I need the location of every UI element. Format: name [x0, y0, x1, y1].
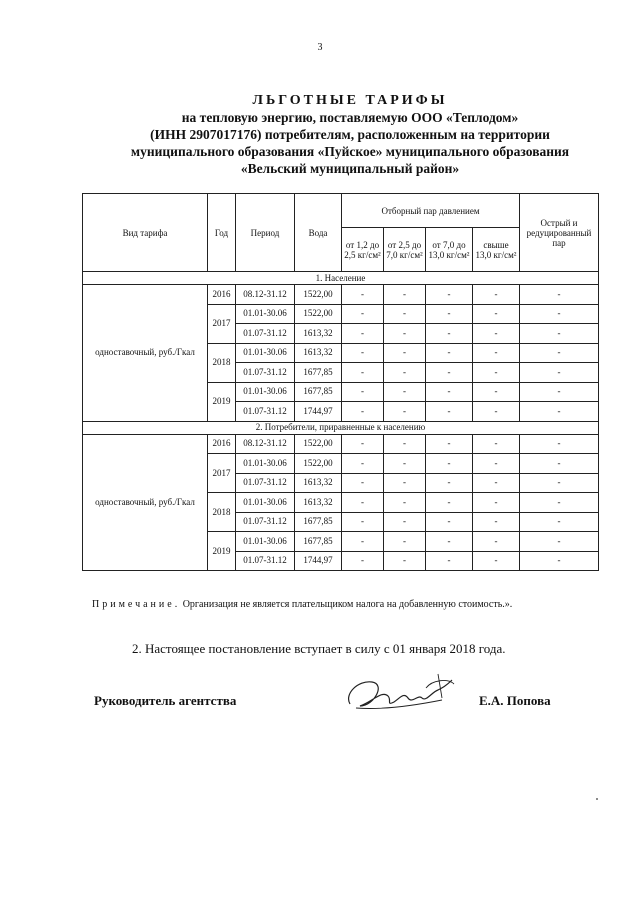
title-line-4: муниципального образования «Пуйское» муниципального образования: [130, 144, 570, 159]
steam-2-cell: -: [384, 493, 426, 513]
period-cell: 01.01-30.06: [236, 532, 295, 552]
reduced-steam-cell: -: [520, 285, 599, 305]
reduced-steam-cell: -: [520, 493, 599, 513]
steam-4-cell: -: [473, 363, 520, 383]
steam-1-cell: -: [342, 324, 384, 344]
steam-1-cell: -: [342, 493, 384, 513]
steam-4-cell: -: [473, 473, 520, 493]
reduced-steam-cell: -: [520, 402, 599, 422]
header-steam-1: от 1,2 до 2,5 кг/см²: [342, 228, 384, 272]
reduced-steam-cell: -: [520, 512, 599, 532]
steam-3-cell: -: [426, 402, 473, 422]
steam-2-cell: -: [384, 285, 426, 305]
steam-3-cell: -: [426, 343, 473, 363]
reduced-steam-cell: -: [520, 473, 599, 493]
reduced-steam-cell: -: [520, 454, 599, 474]
water-cell: 1522,00: [295, 434, 342, 454]
steam-3-cell: -: [426, 382, 473, 402]
steam-4-cell: -: [473, 493, 520, 513]
reduced-steam-cell: -: [520, 551, 599, 571]
period-cell: 01.07-31.12: [236, 324, 295, 344]
period-cell: 01.07-31.12: [236, 512, 295, 532]
section-title: 1. Население: [83, 272, 599, 285]
reduced-steam-cell: -: [520, 434, 599, 454]
period-cell: 08.12-31.12: [236, 285, 295, 305]
signer-name: Е.А. Попова: [479, 693, 551, 708]
year-cell: 2018: [208, 343, 236, 382]
steam-1-cell: -: [342, 304, 384, 324]
steam-4-cell: -: [473, 382, 520, 402]
scan-speck: [596, 798, 598, 800]
steam-4-cell: -: [473, 434, 520, 454]
tariff-label: одноставочный, руб./Гкал: [83, 434, 208, 571]
header-steam-4: свыше 13,0 кг/см²: [473, 228, 520, 272]
steam-3-cell: -: [426, 512, 473, 532]
period-cell: 01.01-30.06: [236, 454, 295, 474]
water-cell: 1613,32: [295, 343, 342, 363]
water-cell: 1522,00: [295, 285, 342, 305]
steam-4-cell: -: [473, 402, 520, 422]
header-period: Период: [236, 194, 295, 272]
table-row: [83, 285, 599, 305]
water-cell: 1613,32: [295, 493, 342, 513]
year-cell: 2016: [208, 285, 236, 305]
steam-1-cell: -: [342, 473, 384, 493]
water-cell: 1613,32: [295, 324, 342, 344]
page-number: 3: [317, 42, 323, 53]
title-line-2: на тепловую энергию, поставляемую ООО «Теплодом»: [181, 110, 519, 125]
reduced-steam-cell: -: [520, 324, 599, 344]
signer-role: Руководитель агентства: [94, 693, 237, 708]
steam-2-cell: -: [384, 343, 426, 363]
header-tariff-type: Вид тарифа: [83, 194, 208, 272]
water-cell: 1677,85: [295, 382, 342, 402]
year-cell: 2019: [208, 382, 236, 421]
year-cell: 2019: [208, 532, 236, 571]
reduced-steam-cell: -: [520, 382, 599, 402]
steam-4-cell: -: [473, 454, 520, 474]
section-row: [83, 421, 599, 434]
reduced-steam-cell: -: [520, 343, 599, 363]
water-cell: 1677,85: [295, 512, 342, 532]
header-year: Год: [208, 194, 236, 272]
steam-2-cell: -: [384, 454, 426, 474]
water-cell: 1677,85: [295, 532, 342, 552]
steam-1-cell: -: [342, 363, 384, 383]
steam-3-cell: -: [426, 363, 473, 383]
water-cell: 1613,32: [295, 473, 342, 493]
header-steam-3: от 7,0 до 13,0 кг/см²: [426, 228, 473, 272]
steam-3-cell: -: [426, 434, 473, 454]
table-row: [83, 434, 599, 454]
period-cell: 01.07-31.12: [236, 402, 295, 422]
header-reduced-steam: Острый и редуцированный пар: [520, 194, 599, 272]
water-cell: 1744,97: [295, 551, 342, 571]
reduced-steam-cell: -: [520, 532, 599, 552]
steam-3-cell: -: [426, 493, 473, 513]
steam-1-cell: -: [342, 512, 384, 532]
header-water: Вода: [295, 194, 342, 272]
period-cell: 01.07-31.12: [236, 363, 295, 383]
section-title: 2. Потребители, приравненные к населению: [83, 421, 599, 434]
steam-4-cell: -: [473, 551, 520, 571]
header-steam-group: Отборный пар давлением: [342, 194, 520, 228]
year-cell: 2017: [208, 304, 236, 343]
period-cell: 01.07-31.12: [236, 551, 295, 571]
steam-3-cell: -: [426, 473, 473, 493]
steam-3-cell: -: [426, 285, 473, 305]
steam-2-cell: -: [384, 473, 426, 493]
steam-1-cell: -: [342, 532, 384, 552]
steam-2-cell: -: [384, 402, 426, 422]
note-text: Организация не является плательщиком налога на добавленную стоимость.».: [182, 599, 513, 610]
water-cell: 1677,85: [295, 363, 342, 383]
tariff-label: одноставочный, руб./Гкал: [83, 285, 208, 422]
period-cell: 01.01-30.06: [236, 493, 295, 513]
title-line-3: (ИНН 2907017176) потребителям, расположенным на территории: [150, 127, 550, 142]
steam-4-cell: -: [473, 285, 520, 305]
clause-text: 2. Настоящее постановление вступает в силу с 01 января 2018 года.: [132, 641, 506, 656]
steam-2-cell: -: [384, 324, 426, 344]
steam-2-cell: -: [384, 512, 426, 532]
period-cell: 01.07-31.12: [236, 473, 295, 493]
period-cell: 08.12-31.12: [236, 434, 295, 454]
reduced-steam-cell: -: [520, 363, 599, 383]
table-body: [83, 272, 599, 571]
note: [92, 598, 592, 611]
steam-1-cell: -: [342, 434, 384, 454]
header-steam-2: от 2,5 до 7,0 кг/см²: [384, 228, 426, 272]
section-row: [83, 272, 599, 285]
steam-4-cell: -: [473, 343, 520, 363]
steam-1-cell: -: [342, 382, 384, 402]
reduced-steam-cell: -: [520, 304, 599, 324]
steam-3-cell: -: [426, 304, 473, 324]
steam-1-cell: -: [342, 551, 384, 571]
year-cell: 2018: [208, 493, 236, 532]
year-cell: 2016: [208, 434, 236, 454]
note-label: Примечание.: [92, 599, 181, 610]
year-cell: 2017: [208, 454, 236, 493]
steam-4-cell: -: [473, 532, 520, 552]
steam-1-cell: -: [342, 285, 384, 305]
steam-2-cell: -: [384, 551, 426, 571]
water-cell: 1522,00: [295, 454, 342, 474]
steam-2-cell: -: [384, 363, 426, 383]
document-title: [60, 92, 640, 177]
steam-2-cell: -: [384, 382, 426, 402]
steam-3-cell: -: [426, 324, 473, 344]
title-line-5: «Вельский муниципальный район»: [240, 161, 460, 176]
steam-2-cell: -: [384, 434, 426, 454]
title-line-1: ЛЬГОТНЫЕ ТАРИФЫ: [252, 93, 448, 108]
steam-4-cell: -: [473, 512, 520, 532]
tariff-table: [82, 193, 599, 571]
steam-1-cell: -: [342, 454, 384, 474]
water-cell: 1744,97: [295, 402, 342, 422]
period-cell: 01.01-30.06: [236, 382, 295, 402]
steam-2-cell: -: [384, 304, 426, 324]
water-cell: 1522,00: [295, 304, 342, 324]
period-cell: 01.01-30.06: [236, 304, 295, 324]
period-cell: 01.01-30.06: [236, 343, 295, 363]
steam-3-cell: -: [426, 532, 473, 552]
steam-3-cell: -: [426, 454, 473, 474]
steam-1-cell: -: [342, 402, 384, 422]
steam-2-cell: -: [384, 532, 426, 552]
steam-4-cell: -: [473, 304, 520, 324]
steam-3-cell: -: [426, 551, 473, 571]
steam-1-cell: -: [342, 343, 384, 363]
handwritten-signature: [342, 670, 462, 720]
steam-4-cell: -: [473, 324, 520, 344]
